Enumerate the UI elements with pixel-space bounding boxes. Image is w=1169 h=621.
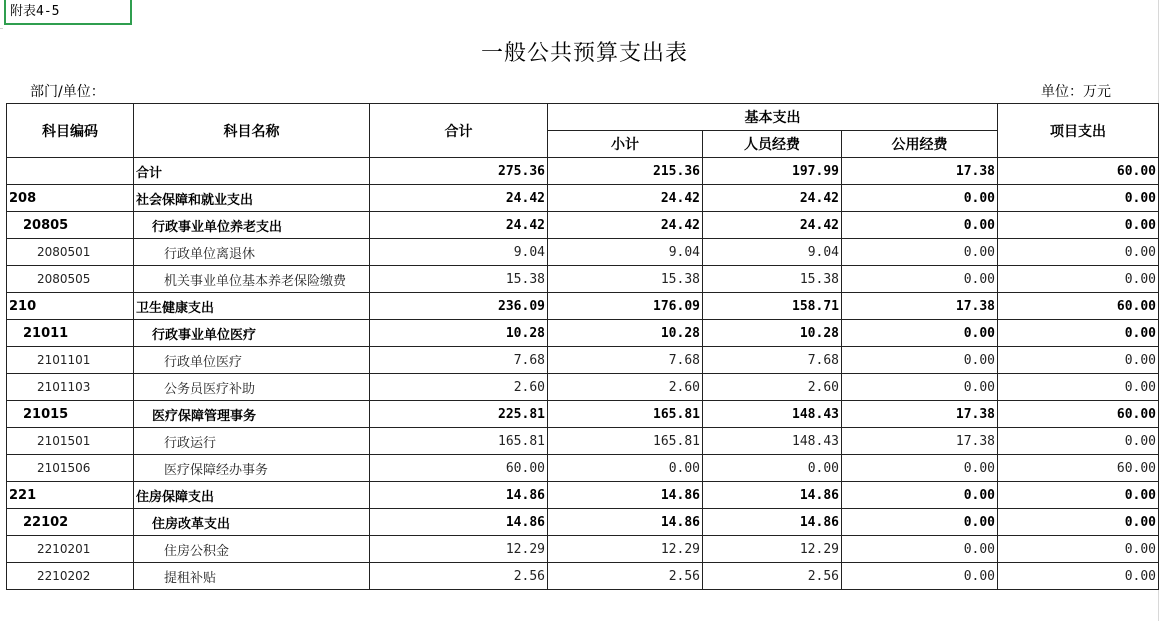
total-cell[interactable]: 12.29: [370, 536, 548, 563]
personnel-cell[interactable]: 158.71: [703, 293, 842, 320]
code-cell[interactable]: 221: [7, 482, 134, 509]
total-cell[interactable]: 60.00: [370, 455, 548, 482]
subtotal-cell[interactable]: 12.29: [548, 536, 703, 563]
code-cell[interactable]: 2101501: [7, 428, 134, 455]
project-cell[interactable]: 60.00: [998, 455, 1159, 482]
subtotal-cell[interactable]: 2.56: [548, 563, 703, 590]
total-cell[interactable]: 9.04: [370, 239, 548, 266]
subtotal-cell[interactable]: 15.38: [548, 266, 703, 293]
public-cell[interactable]: 0.00: [842, 266, 998, 293]
project-cell[interactable]: 0.00: [998, 509, 1159, 536]
name-cell[interactable]: 合计: [134, 158, 370, 185]
code-cell[interactable]: 2101506: [7, 455, 134, 482]
personnel-cell[interactable]: 0.00: [703, 455, 842, 482]
public-cell[interactable]: 0.00: [842, 374, 998, 401]
project-cell[interactable]: 0.00: [998, 320, 1159, 347]
code-cell[interactable]: 2101103: [7, 374, 134, 401]
table-row: [7, 455, 1159, 482]
table-row: [7, 212, 1159, 239]
name-cell[interactable]: 行政单位离退休: [134, 239, 370, 266]
project-cell[interactable]: 0.00: [998, 536, 1159, 563]
public-cell[interactable]: 0.00: [842, 455, 998, 482]
subtotal-cell[interactable]: 165.81: [548, 401, 703, 428]
subtotal-cell[interactable]: 2.60: [548, 374, 703, 401]
personnel-cell[interactable]: 148.43: [703, 401, 842, 428]
project-cell[interactable]: 0.00: [998, 428, 1159, 455]
name-cell[interactable]: 卫生健康支出: [134, 293, 370, 320]
public-cell[interactable]: 0.00: [842, 239, 998, 266]
subtotal-cell[interactable]: 14.86: [548, 482, 703, 509]
name-cell[interactable]: 公务员医疗补助: [134, 374, 370, 401]
total-cell[interactable]: 2.56: [370, 563, 548, 590]
project-cell[interactable]: 60.00: [998, 158, 1159, 185]
subtotal-cell[interactable]: 176.09: [548, 293, 703, 320]
code-cell[interactable]: 22102: [7, 509, 134, 536]
project-cell[interactable]: 0.00: [998, 563, 1159, 590]
personnel-cell[interactable]: 2.60: [703, 374, 842, 401]
selected-cell[interactable]: [4, 0, 132, 25]
subtotal-cell[interactable]: 165.81: [548, 428, 703, 455]
project-cell[interactable]: 60.00: [998, 401, 1159, 428]
project-cell[interactable]: 0.00: [998, 374, 1159, 401]
code-cell[interactable]: 2080505: [7, 266, 134, 293]
name-cell[interactable]: 医疗保障管理事务: [134, 401, 370, 428]
public-cell[interactable]: 0.00: [842, 347, 998, 374]
unit-label: 单位：万元: [1041, 84, 1111, 100]
name-cell[interactable]: 住房改革支出: [134, 509, 370, 536]
public-cell[interactable]: 0.00: [842, 536, 998, 563]
header-public[interactable]: 公用经费: [842, 131, 998, 158]
subtotal-cell[interactable]: 24.42: [548, 212, 703, 239]
name-cell[interactable]: 行政单位医疗: [134, 347, 370, 374]
personnel-cell[interactable]: 14.86: [703, 509, 842, 536]
selected-cell-text: 附表4-5: [10, 4, 60, 19]
subtotal-cell[interactable]: 10.28: [548, 320, 703, 347]
table-row: [7, 563, 1159, 590]
name-cell[interactable]: 行政事业单位医疗: [134, 320, 370, 347]
name-cell[interactable]: 医疗保障经办事务: [134, 455, 370, 482]
header-project[interactable]: 项目支出: [998, 104, 1159, 158]
total-cell[interactable]: 275.36: [370, 158, 548, 185]
table-row: [7, 509, 1159, 536]
table-row: [7, 158, 1159, 185]
department-label: 部门/单位：: [30, 84, 105, 100]
sheet-gridline: [0, 28, 3, 29]
table-row: [7, 347, 1159, 374]
public-cell[interactable]: 0.00: [842, 509, 998, 536]
name-cell[interactable]: 行政事业单位养老支出: [134, 212, 370, 239]
name-cell[interactable]: 行政运行: [134, 428, 370, 455]
total-cell[interactable]: 14.86: [370, 509, 548, 536]
table-row: [7, 401, 1159, 428]
table-row: [7, 293, 1159, 320]
public-cell[interactable]: 0.00: [842, 320, 998, 347]
subtotal-cell[interactable]: 7.68: [548, 347, 703, 374]
personnel-cell[interactable]: 24.42: [703, 185, 842, 212]
header-total[interactable]: 合计: [370, 104, 548, 158]
code-cell[interactable]: 21015: [7, 401, 134, 428]
header-name[interactable]: 科目名称: [134, 104, 370, 158]
code-cell[interactable]: 20805: [7, 212, 134, 239]
subtotal-cell[interactable]: 0.00: [548, 455, 703, 482]
name-cell[interactable]: 住房保障支出: [134, 482, 370, 509]
total-cell[interactable]: 225.81: [370, 401, 548, 428]
budget-table: [6, 103, 1159, 590]
name-cell[interactable]: 机关事业单位基本养老保险缴费: [134, 266, 370, 293]
project-cell[interactable]: 0.00: [998, 239, 1159, 266]
header-subtotal[interactable]: 小计: [548, 131, 703, 158]
project-cell[interactable]: 0.00: [998, 266, 1159, 293]
code-cell[interactable]: 210: [7, 293, 134, 320]
public-cell[interactable]: 17.38: [842, 293, 998, 320]
total-cell[interactable]: 24.42: [370, 212, 548, 239]
table-row: [7, 374, 1159, 401]
personnel-cell[interactable]: 2.56: [703, 563, 842, 590]
personnel-cell[interactable]: 148.43: [703, 428, 842, 455]
table-row: [7, 536, 1159, 563]
table-row: [7, 185, 1159, 212]
project-cell[interactable]: 60.00: [998, 293, 1159, 320]
subtotal-cell[interactable]: 215.36: [548, 158, 703, 185]
personnel-cell[interactable]: 24.42: [703, 212, 842, 239]
code-cell[interactable]: 208: [7, 185, 134, 212]
public-cell[interactable]: 17.38: [842, 401, 998, 428]
personnel-cell[interactable]: 197.99: [703, 158, 842, 185]
project-cell[interactable]: 0.00: [998, 347, 1159, 374]
total-cell[interactable]: 15.38: [370, 266, 548, 293]
total-cell[interactable]: 24.42: [370, 185, 548, 212]
total-cell[interactable]: 7.68: [370, 347, 548, 374]
subtotal-cell[interactable]: 24.42: [548, 185, 703, 212]
public-cell[interactable]: 0.00: [842, 185, 998, 212]
subtotal-cell[interactable]: 9.04: [548, 239, 703, 266]
table-row: [7, 320, 1159, 347]
table-body: [7, 158, 1159, 590]
total-cell[interactable]: 14.86: [370, 482, 548, 509]
project-cell[interactable]: 0.00: [998, 482, 1159, 509]
table-row: [7, 239, 1159, 266]
code-cell[interactable]: [7, 158, 134, 185]
header-basic[interactable]: 基本支出: [548, 104, 998, 131]
code-cell[interactable]: 2101101: [7, 347, 134, 374]
project-cell[interactable]: 0.00: [998, 185, 1159, 212]
table-row: [7, 482, 1159, 509]
personnel-cell[interactable]: 10.28: [703, 320, 842, 347]
code-cell[interactable]: 2080501: [7, 239, 134, 266]
project-cell[interactable]: 0.00: [998, 212, 1159, 239]
personnel-cell[interactable]: 14.86: [703, 482, 842, 509]
header-code[interactable]: 科目编码: [7, 104, 134, 158]
personnel-cell[interactable]: 7.68: [703, 347, 842, 374]
name-cell[interactable]: 社会保障和就业支出: [134, 185, 370, 212]
subtotal-cell[interactable]: 14.86: [548, 509, 703, 536]
total-cell[interactable]: 165.81: [370, 428, 548, 455]
total-cell[interactable]: 236.09: [370, 293, 548, 320]
total-cell[interactable]: 10.28: [370, 320, 548, 347]
code-cell[interactable]: 21011: [7, 320, 134, 347]
total-cell[interactable]: 2.60: [370, 374, 548, 401]
page-title: 一般公共预算支出表: [480, 41, 688, 66]
public-cell[interactable]: 0.00: [842, 212, 998, 239]
code-cell[interactable]: 2210202: [7, 563, 134, 590]
name-cell[interactable]: 提租补贴: [134, 563, 370, 590]
personnel-cell[interactable]: 12.29: [703, 536, 842, 563]
header-personnel[interactable]: 人员经费: [703, 131, 842, 158]
public-cell[interactable]: 0.00: [842, 563, 998, 590]
name-cell[interactable]: 住房公积金: [134, 536, 370, 563]
public-cell[interactable]: 17.38: [842, 158, 998, 185]
public-cell[interactable]: 17.38: [842, 428, 998, 455]
table-row: [7, 428, 1159, 455]
public-cell[interactable]: 0.00: [842, 482, 998, 509]
personnel-cell[interactable]: 15.38: [703, 266, 842, 293]
table-row: [7, 266, 1159, 293]
personnel-cell[interactable]: 9.04: [703, 239, 842, 266]
code-cell[interactable]: 2210201: [7, 536, 134, 563]
